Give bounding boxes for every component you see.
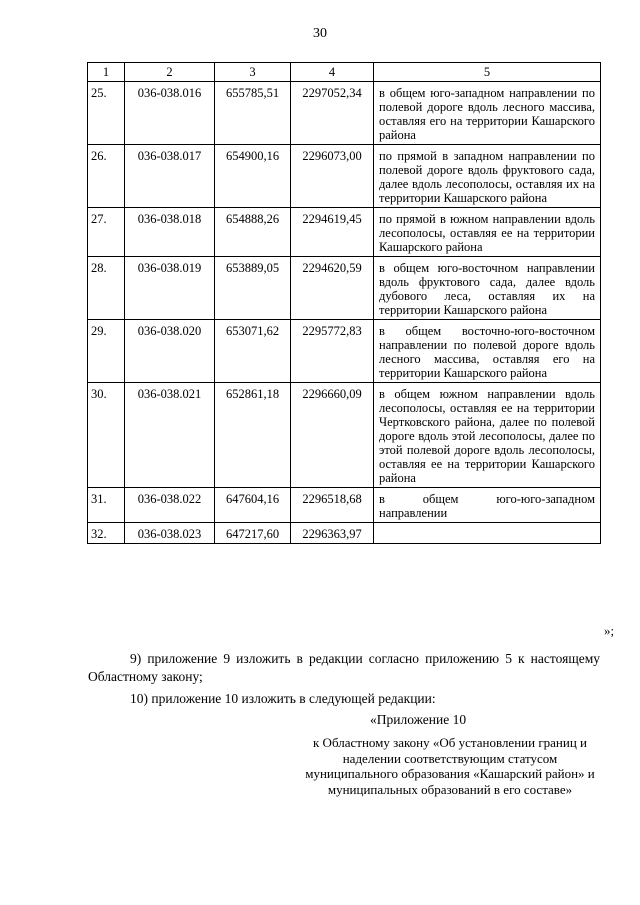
point-code: 036-038.017 (125, 145, 215, 208)
row-number: 26. (88, 145, 125, 208)
table-row (88, 257, 601, 320)
point-code: 036-038.018 (125, 208, 215, 257)
page-number: 30 (313, 26, 327, 41)
table-row (88, 383, 601, 488)
coord-x: 654900,16 (215, 145, 291, 208)
header-col-5: 5 (374, 63, 601, 82)
boundary-description (374, 523, 601, 544)
coord-y: 2294619,45 (291, 208, 374, 257)
boundary-points-table (87, 62, 601, 544)
coord-x: 652861,18 (215, 383, 291, 488)
row-number: 27. (88, 208, 125, 257)
row-number: 30. (88, 383, 125, 488)
table-header-row (88, 63, 601, 82)
coord-y: 2296073,00 (291, 145, 374, 208)
table-row (88, 208, 601, 257)
table-row (88, 523, 601, 544)
boundary-description: в общем юго-западном направлении по полевой дороге вдоль лесного массива, оставляя его на территории Кашарского района (374, 82, 601, 145)
appendix-subtitle: к Областному закону «Об установлении границ и наделении соответствующим статусом муниципального образования «Кашарский район» и муниципальных образований в его составе» (305, 735, 595, 797)
coord-y: 2294620,59 (291, 257, 374, 320)
row-number: 31. (88, 488, 125, 523)
row-number: 32. (88, 523, 125, 544)
point-code: 036-038.019 (125, 257, 215, 320)
header-col-3: 3 (215, 63, 291, 82)
boundary-description: в общем восточно-юго-восточном направлении по полевой дороге вдоль лесного массива, оставляя его на территории Кашарского района (374, 320, 601, 383)
row-number: 29. (88, 320, 125, 383)
coord-x: 654888,26 (215, 208, 291, 257)
appendix-title: «Приложение 10 (370, 712, 467, 727)
boundary-description: в общем юго-юго-западном направлении (374, 488, 601, 523)
point-code: 036-038.022 (125, 488, 215, 523)
coord-y: 2295772,83 (291, 320, 374, 383)
coord-y: 2297052,34 (291, 82, 374, 145)
row-number: 25. (88, 82, 125, 145)
table-row (88, 82, 601, 145)
coord-x: 647604,16 (215, 488, 291, 523)
boundary-description: по прямой в южном направлении вдоль лесополосы, оставляя ее на территории Кашарского района (374, 208, 601, 257)
table-closing-quote: »; (604, 623, 615, 638)
boundary-description: в общем юго-восточном направлении вдоль фруктового сада, далее вдоль дубового леса, оставляя их на территории Кашарского района (374, 257, 601, 320)
table-row (88, 488, 601, 523)
header-col-2: 2 (125, 63, 215, 82)
point-code: 036-038.021 (125, 383, 215, 488)
coord-y: 2296363,97 (291, 523, 374, 544)
coord-x: 653889,05 (215, 257, 291, 320)
row-number: 28. (88, 257, 125, 320)
point-code: 036-038.016 (125, 82, 215, 145)
coord-x: 653071,62 (215, 320, 291, 383)
table-row (88, 320, 601, 383)
boundary-description: в общем южном направлении вдоль лесополосы, оставляя ее на территории Чертковского района, далее по полевой дороге вдоль этой лесополосы, далее по этой полевой дороге вдоль лесополосы, оставляя ее на территории Кашарского района (374, 383, 601, 488)
boundary-description: по прямой в западном направлении по полевой дороге вдоль фруктового сада, далее вдоль лесополосы, оставляя их на территории Кашарского района (374, 145, 601, 208)
point-code: 036-038.020 (125, 320, 215, 383)
header-col-1: 1 (88, 63, 125, 82)
header-col-4: 4 (291, 63, 374, 82)
point-code: 036-038.023 (125, 523, 215, 544)
coord-y: 2296518,68 (291, 488, 374, 523)
coord-y: 2296660,09 (291, 383, 374, 488)
coord-x: 655785,51 (215, 82, 291, 145)
paragraph-item-10: 10) приложение 10 изложить в следующей редакции: (130, 691, 436, 706)
paragraph-item-9: 9) приложение 9 изложить в редакции согласно приложению 5 к настоящему Областному закону; (88, 651, 600, 684)
coord-x: 647217,60 (215, 523, 291, 544)
table-row (88, 145, 601, 208)
